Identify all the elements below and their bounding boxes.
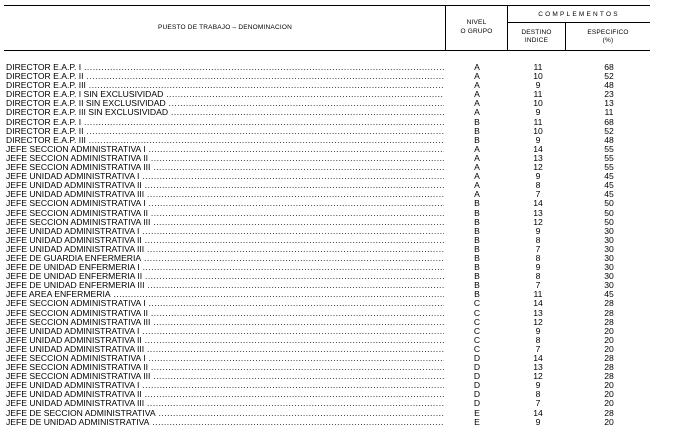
table-row — [0, 136, 677, 145]
especifico-cell: 48 — [604, 80, 614, 91]
table-row — [0, 199, 677, 208]
position-title-header: PUESTO DE TRABAJO – DENOMINACION — [157, 24, 293, 31]
group-cell: A — [474, 171, 480, 182]
especifico-cell: 20 — [604, 325, 614, 336]
position-name: JEFE SECCION ADMINISTRATIVA II ..... — [6, 209, 444, 218]
destino-cell: 13 — [533, 362, 543, 373]
destino-cell: 8 — [535, 180, 541, 191]
table-row — [0, 254, 677, 263]
position-name: JEFE DE SECCION ADMINISTRATIVA ..... — [6, 409, 444, 418]
group-cell: A — [474, 107, 480, 118]
especifico-cell: 30 — [604, 243, 614, 254]
destino-cell: 8 — [535, 252, 541, 263]
position-name: JEFE SECCION ADMINISTRATIVA II ..... — [6, 363, 444, 372]
destino-cell: 13 — [533, 152, 543, 163]
group-cell: D — [473, 398, 481, 409]
position-name: JEFE UNIDAD ADMINISTRATIVA III ..... — [6, 245, 444, 254]
destino-cell: 9 — [535, 325, 541, 336]
destino-cell: 7 — [535, 280, 541, 291]
position-name: JEFE SECCION ADMINISTRATIVA I ..... — [6, 299, 444, 308]
destino-cell: 14 — [533, 353, 543, 363]
group-cell: D — [473, 371, 481, 382]
group-cell: B — [474, 216, 480, 227]
table-row — [0, 72, 677, 81]
group-cell: B — [474, 271, 480, 282]
group-cell: A — [474, 80, 480, 91]
especifico-header-line2: (%) — [602, 37, 614, 44]
table-body — [0, 63, 677, 427]
position-name: JEFE SECCION ADMINISTRATIVA II ..... — [6, 154, 444, 163]
especifico-cell: 30 — [604, 262, 614, 273]
table-row — [0, 90, 677, 99]
group-cell: D — [473, 353, 481, 363]
destino-cell: 9 — [535, 225, 541, 236]
especifico-cell: 68 — [604, 116, 614, 127]
destino-cell: 8 — [535, 334, 541, 345]
destino-cell: 11 — [533, 116, 543, 127]
destino-cell: 10 — [533, 71, 543, 82]
group-header-line1: NIVEL — [466, 19, 487, 26]
destino-cell: 8 — [535, 389, 541, 400]
position-name: JEFE UNIDAD ADMINISTRATIVA I ..... — [6, 327, 444, 336]
table-row — [0, 218, 677, 227]
table-row — [0, 327, 677, 336]
especifico-cell: 30 — [604, 280, 614, 291]
destino-cell: 7 — [535, 343, 541, 354]
table-row — [0, 172, 677, 181]
especifico-cell: 55 — [604, 162, 614, 173]
destino-cell: 7 — [535, 243, 541, 254]
table-row — [0, 299, 677, 308]
especifico-cell: 11 — [604, 107, 614, 118]
group-cell: B — [474, 252, 480, 263]
destino-header-line2: INDICE — [524, 37, 549, 44]
group-cell: B — [474, 234, 480, 245]
position-name: JEFE SECCION ADMINISTRATIVA II ..... — [6, 309, 444, 318]
group-cell: C — [473, 334, 481, 345]
especifico-cell: 45 — [604, 289, 614, 300]
position-name: DIRECTOR E.A.P. II ..... — [6, 72, 444, 81]
group-cell: E — [474, 416, 480, 427]
group-cell: A — [474, 162, 480, 173]
table-row — [0, 345, 677, 354]
table-row — [0, 108, 677, 117]
especifico-cell: 50 — [604, 216, 614, 227]
table-row — [0, 272, 677, 281]
destino-cell: 9 — [535, 107, 541, 118]
group-cell: A — [474, 180, 480, 191]
destino-cell: 10 — [533, 98, 543, 109]
position-name: JEFE SECCION ADMINISTRATIVA III ..... — [6, 318, 444, 327]
destino-cell: 14 — [533, 143, 543, 154]
table-row — [0, 163, 677, 172]
destino-cell: 11 — [533, 62, 543, 72]
group-cell: A — [474, 89, 480, 100]
group-cell: C — [473, 325, 481, 336]
destino-cell: 14 — [533, 407, 543, 418]
table-row — [0, 390, 677, 399]
group-cell: B — [474, 289, 480, 300]
table-row — [0, 263, 677, 272]
especifico-cell: 55 — [604, 152, 614, 163]
table-row — [0, 209, 677, 218]
position-name: JEFE UNIDAD ADMINISTRATIVA I ..... — [6, 172, 444, 181]
table-row — [0, 309, 677, 318]
table-row — [0, 227, 677, 236]
destino-cell: 12 — [533, 371, 543, 382]
divider-destino-especifico — [565, 22, 566, 50]
position-name: DIRECTOR E.A.P. I ..... — [6, 63, 444, 72]
especifico-cell: 28 — [604, 407, 614, 418]
table-row — [0, 245, 677, 254]
position-name: JEFE SECCION ADMINISTRATIVA I ..... — [6, 354, 444, 363]
group-header-line2: O GRUPO — [460, 28, 493, 35]
group-cell: C — [473, 298, 481, 309]
especifico-cell: 50 — [604, 207, 614, 218]
position-name: JEFE DE UNIDAD ENFERMERIA II ..... — [6, 272, 444, 281]
table-row — [0, 363, 677, 372]
group-cell: C — [473, 316, 481, 327]
table-row — [0, 399, 677, 408]
especifico-cell: 28 — [604, 316, 614, 327]
especifico-cell: 48 — [604, 134, 614, 145]
destino-cell: 7 — [535, 398, 541, 409]
destino-cell: 12 — [533, 216, 543, 227]
position-name: JEFE UNIDAD ADMINISTRATIVA III ..... — [6, 190, 444, 199]
group-cell: A — [474, 98, 480, 109]
table-row — [0, 409, 677, 418]
position-name: DIRECTOR E.A.P. III ..... — [6, 81, 444, 90]
group-cell: A — [474, 152, 480, 163]
complements-header: COMPLEMENTOS — [538, 11, 620, 18]
group-cell: B — [474, 262, 480, 273]
destino-cell: 9 — [535, 171, 541, 182]
group-cell: D — [473, 380, 481, 391]
table-row — [0, 318, 677, 327]
group-cell: B — [474, 280, 480, 291]
especifico-cell: 28 — [604, 371, 614, 382]
group-cell: E — [474, 407, 480, 418]
group-cell: A — [474, 71, 480, 82]
especifico-cell: 20 — [604, 398, 614, 409]
position-name: JEFE DE UNIDAD ADMINISTRATIVA ..... — [6, 418, 444, 427]
position-name: DIRECTOR E.A.P. III SIN EXCLUSIVIDAD ..... — [6, 108, 444, 117]
destino-cell: 9 — [535, 134, 541, 145]
group-cell: D — [473, 389, 481, 400]
group-cell: A — [474, 189, 480, 200]
especifico-cell: 30 — [604, 271, 614, 282]
destino-cell: 9 — [535, 380, 541, 391]
especifico-cell: 30 — [604, 225, 614, 236]
destino-cell: 9 — [535, 416, 541, 427]
destino-cell: 9 — [535, 262, 541, 273]
table-row — [0, 181, 677, 190]
especifico-cell: 20 — [604, 343, 614, 354]
position-name: DIRECTOR E.A.P. I ..... — [6, 118, 444, 127]
position-name: JEFE UNIDAD ADMINISTRATIVA II ..... — [6, 336, 444, 345]
table-row — [0, 236, 677, 245]
especifico-cell: 20 — [604, 389, 614, 400]
group-cell: A — [474, 62, 480, 72]
complements-rule — [507, 22, 650, 23]
table-row — [0, 154, 677, 163]
position-name: JEFE SECCION ADMINISTRATIVA III ..... — [6, 372, 444, 381]
table-row — [0, 99, 677, 108]
group-cell: D — [473, 362, 481, 373]
especifico-header-line1: ESPECIFICO — [587, 29, 629, 36]
especifico-cell: 13 — [604, 98, 614, 109]
group-cell: B — [474, 207, 480, 218]
destino-cell: 13 — [533, 307, 543, 318]
especifico-cell: 52 — [604, 71, 614, 82]
destino-cell: 10 — [533, 125, 543, 136]
especifico-cell: 45 — [604, 189, 614, 200]
position-name: JEFE DE UNIDAD ENFERMERIA I ..... — [6, 263, 444, 272]
destino-cell: 11 — [533, 89, 543, 100]
table-row — [0, 127, 677, 136]
destino-cell: 7 — [535, 189, 541, 200]
header-top-rule — [4, 5, 650, 6]
especifico-cell: 45 — [604, 171, 614, 182]
table-row — [0, 118, 677, 127]
especifico-cell: 30 — [604, 234, 614, 245]
position-name: JEFE SECCION ADMINISTRATIVA III ..... — [6, 218, 444, 227]
position-name: JEFE DE UNIDAD ENFERMERIA III ..... — [6, 281, 444, 290]
position-name: JEFE UNIDAD ADMINISTRATIVA I ..... — [6, 227, 444, 236]
position-name: JEFE UNIDAD ADMINISTRATIVA I ..... — [6, 381, 444, 390]
table-row — [0, 63, 677, 72]
especifico-cell: 28 — [604, 298, 614, 309]
especifico-cell: 50 — [604, 198, 614, 209]
group-cell: B — [474, 198, 480, 209]
table-row — [0, 354, 677, 363]
group-cell: B — [474, 134, 480, 145]
group-cell: B — [474, 225, 480, 236]
position-name: JEFE UNIDAD ADMINISTRATIVA III ..... — [6, 399, 444, 408]
position-name: DIRECTOR E.A.P. III ..... — [6, 136, 444, 145]
destino-cell: 9 — [535, 80, 541, 91]
destino-cell: 11 — [533, 289, 543, 300]
table-row — [0, 145, 677, 154]
header-bottom-rule — [4, 50, 650, 51]
position-name: DIRECTOR E.A.P. II SIN EXCLUSIVIDAD ..... — [6, 99, 444, 108]
destino-cell: 12 — [533, 162, 543, 173]
group-cell: A — [474, 143, 480, 154]
especifico-cell: 20 — [604, 416, 614, 427]
destino-cell: 8 — [535, 271, 541, 282]
position-name: JEFE SECCION ADMINISTRATIVA III ..... — [6, 163, 444, 172]
especifico-cell: 55 — [604, 143, 614, 154]
group-cell: B — [474, 116, 480, 127]
group-cell: C — [473, 343, 481, 354]
table-row — [0, 281, 677, 290]
especifico-cell: 28 — [604, 353, 614, 363]
position-name: JEFE UNIDAD ADMINISTRATIVA II ..... — [6, 390, 444, 399]
destino-cell: 14 — [533, 198, 543, 209]
position-name: JEFE AREA ENFERMERIA ..... — [6, 290, 444, 299]
especifico-cell: 52 — [604, 125, 614, 136]
position-name: JEFE SECCION ADMINISTRATIVA I ..... — [6, 145, 444, 154]
especifico-cell: 68 — [604, 62, 614, 72]
especifico-cell: 23 — [604, 89, 614, 100]
table-row — [0, 290, 677, 299]
position-name: JEFE UNIDAD ADMINISTRATIVA II ..... — [6, 181, 444, 190]
table-row — [0, 81, 677, 90]
destino-cell: 8 — [535, 234, 541, 245]
table-row — [0, 372, 677, 381]
especifico-cell: 28 — [604, 362, 614, 373]
especifico-cell: 28 — [604, 307, 614, 318]
position-name: JEFE DE GUARDIA ENFERMERIA ..... — [6, 254, 444, 263]
destino-cell: 13 — [533, 207, 543, 218]
position-name: JEFE SECCION ADMINISTRATIVA I ..... — [6, 199, 444, 208]
position-name: DIRECTOR E.A.P. II ..... — [6, 127, 444, 136]
position-name: DIRECTOR E.A.P. I SIN EXCLUSIVIDAD ..... — [6, 90, 444, 99]
table-row — [0, 418, 677, 427]
especifico-cell: 45 — [604, 180, 614, 191]
position-name: JEFE UNIDAD ADMINISTRATIVA II ..... — [6, 236, 444, 245]
especifico-cell: 20 — [604, 334, 614, 345]
destino-header-line1: DESTINO — [521, 29, 552, 36]
especifico-cell: 30 — [604, 252, 614, 263]
destino-cell: 12 — [533, 316, 543, 327]
position-name: JEFE UNIDAD ADMINISTRATIVA III ..... — [6, 345, 444, 354]
table-row — [0, 190, 677, 199]
destino-cell: 14 — [533, 298, 543, 309]
group-cell: B — [474, 125, 480, 136]
group-cell: B — [474, 243, 480, 254]
table-row — [0, 381, 677, 390]
especifico-cell: 20 — [604, 380, 614, 391]
table-row — [0, 336, 677, 345]
group-cell: C — [473, 307, 481, 318]
